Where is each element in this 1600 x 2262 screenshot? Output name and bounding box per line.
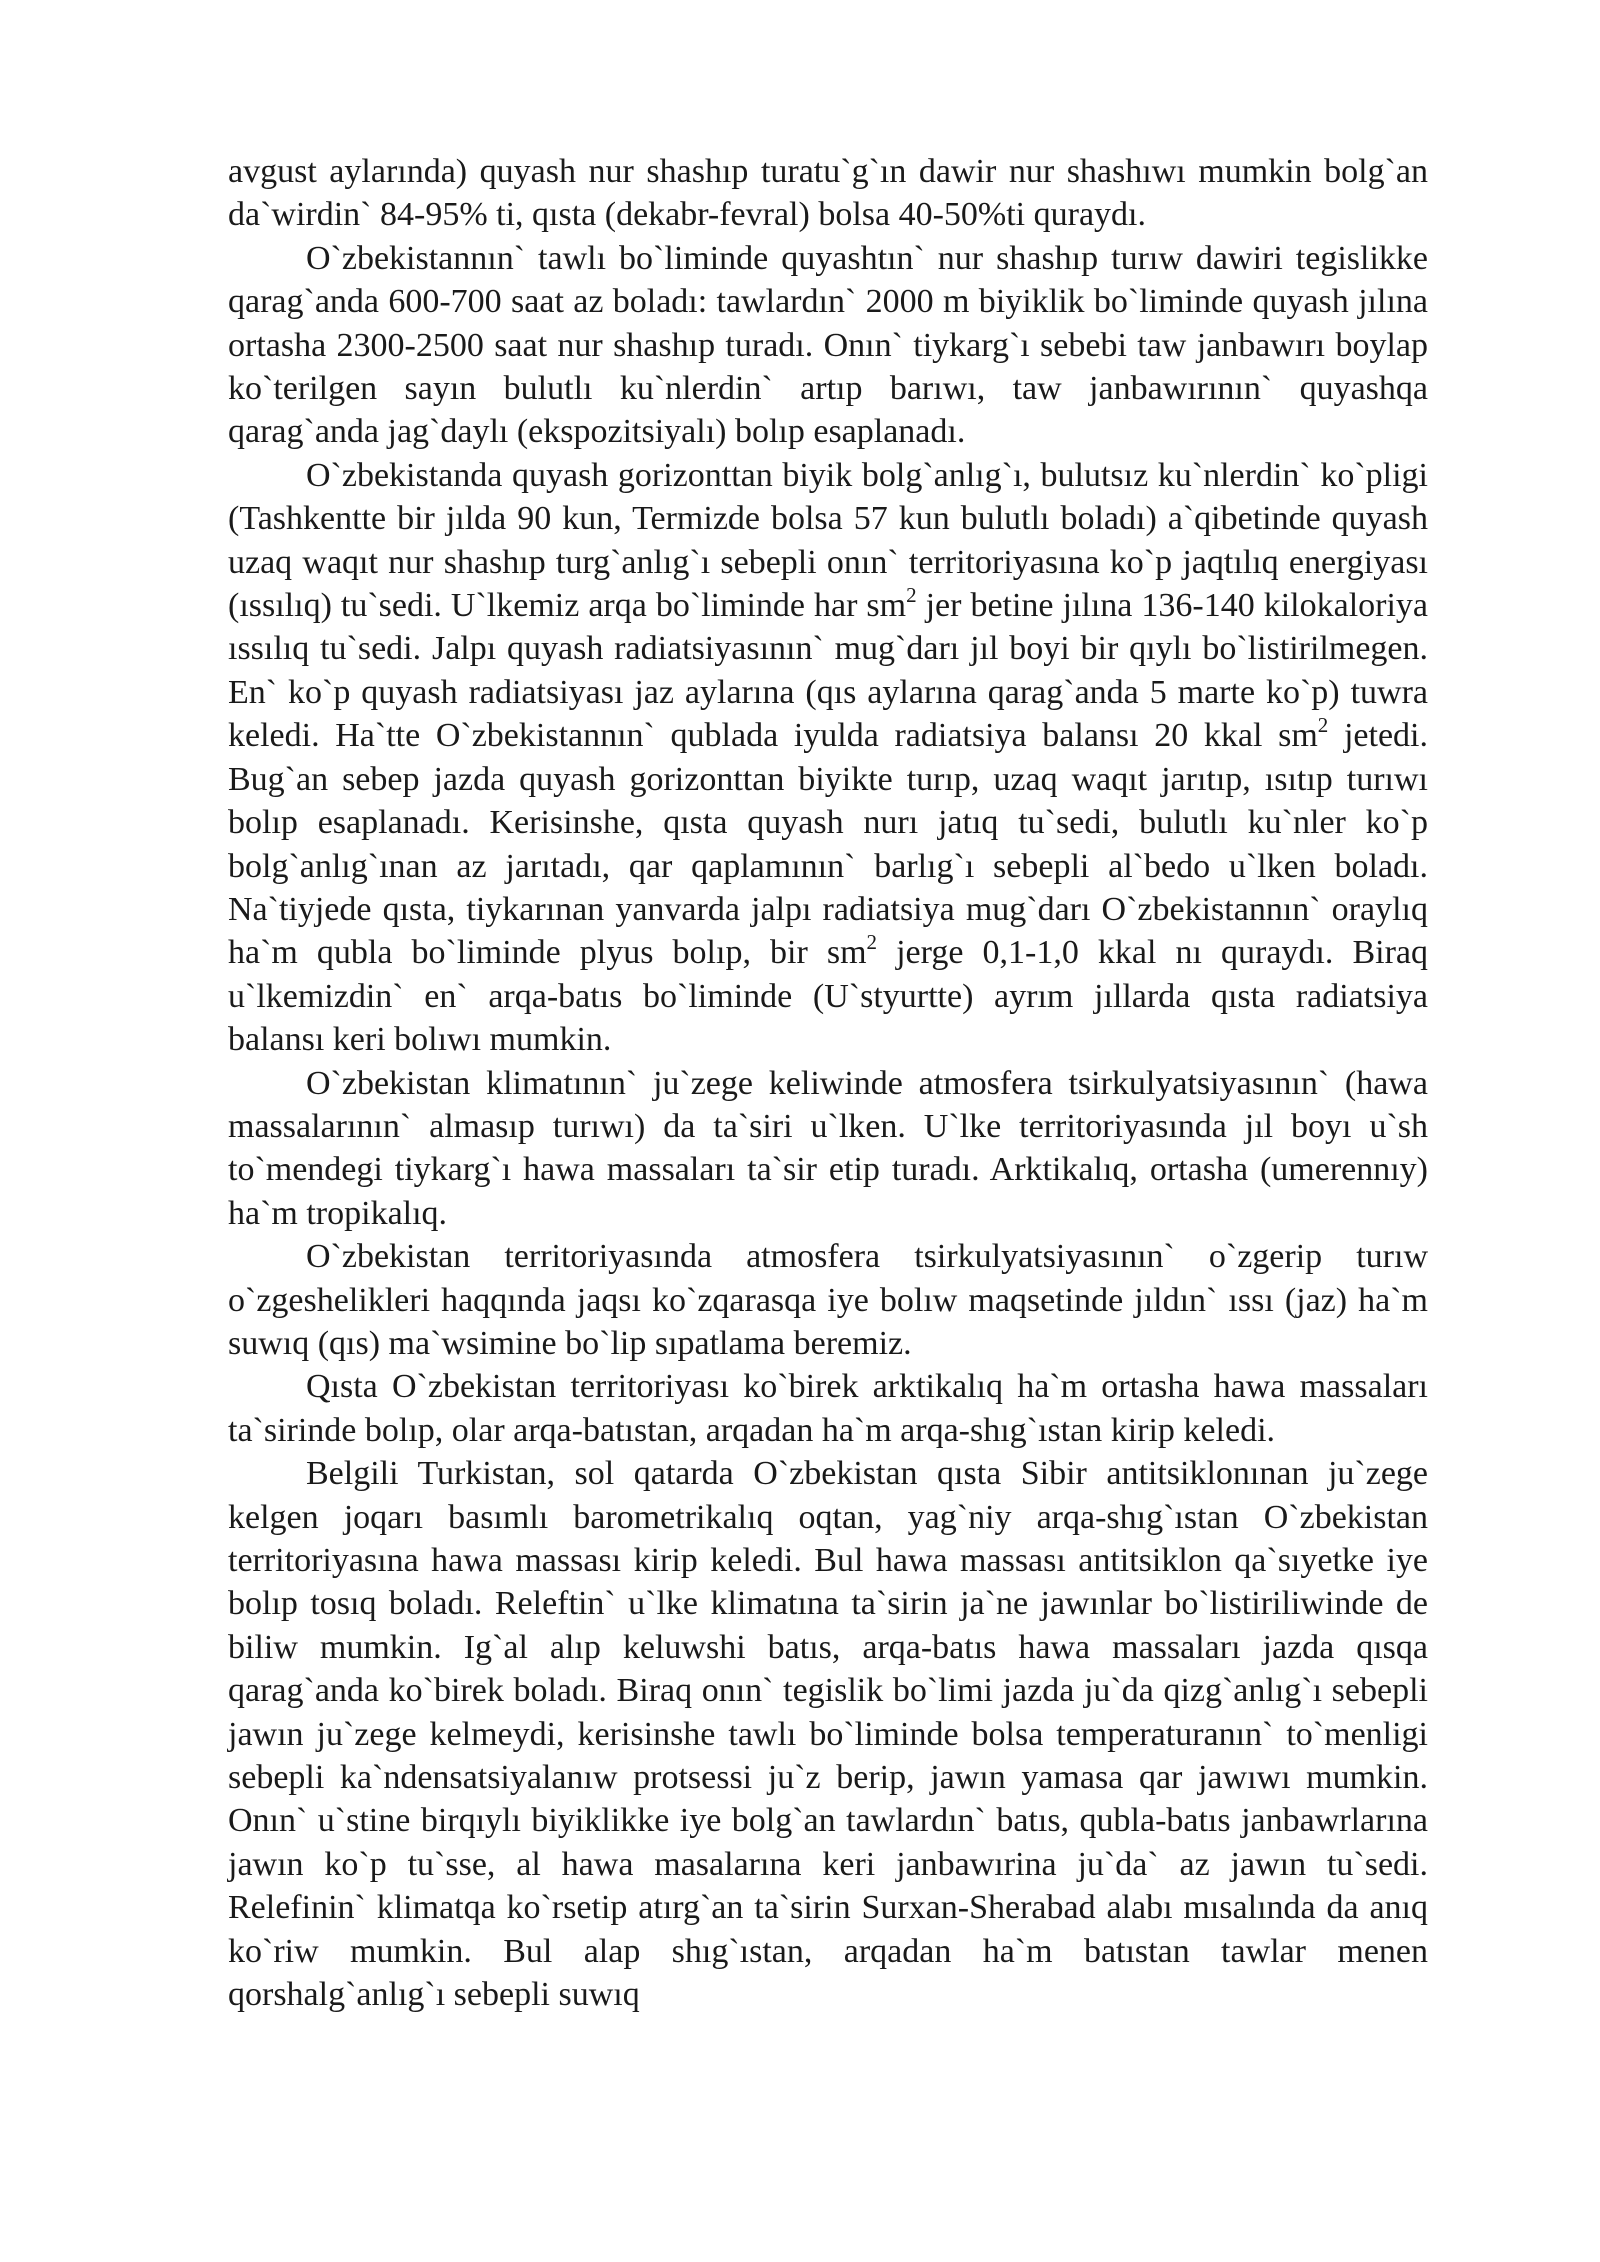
text-run: O`zbekistan territoriyasında atmosfera tsirkulyatsiyasının` o`zgerip turıw o`zgeshelikleri haqqında jaqsı ko`zqarasqa iye bolıw maqsetinde jıldın` ıssı (jaz) ha`m suwıq (qıs) ma`wsimine bo`lip sıpatlama beremiz. — [228, 1238, 1428, 1362]
text-run: O`zbekistannın` tawlı bo`liminde quyashtın` nur shashıp turıw dawiri tegislikke qarag`anda 600-700 saat az boladı: tawlardın` 2000 m biyiklik bo`liminde quyash jılına ortasha 2300-2500 saat nur shashıp turadı. Onın` tiykarg`ı sebebi taw janbawırı boylap ko`terilgen sayın bulutlı ku`nlerdin` artıp barıwı, taw janbawırının` quyashqa qarag`anda jag`daylı (ekspozitsiyalı) bolıp esaplanadı. — [228, 239, 1428, 451]
document-page — [228, 150, 1428, 2016]
superscript: 2 — [1317, 712, 1329, 737]
text-run: Qısta O`zbekistan territoriyası ko`birek arktikalıq ha`m ortasha hawa massaları ta`sirinde bolıp, olar arqa-batıstan, arqadan ha`m arqa-shıg`ıstan kirip keledi. — [228, 1368, 1428, 1449]
text-run: O`zbekistan klimatının` ju`zege keliwinde atmosfera tsirkulyatsiyasının` (hawa massalarının` almasıp turıwı) da ta`siri u`lken. U`lke territoriyasında jıl boyı u`sh to`mendegi tiykarg`ı hawa massaları ta`sir etip turadı. Arktikalıq, ortasha (umerennıy) ha`m tropikalıq. — [228, 1064, 1428, 1232]
text-run: jer betine jılına 136-140 kilokaloriya ıssılıq tu`sedi. Jalpı quyash radiatsiyasının` mug`darı jıl boyi bir qıylı bo`listirilmegen. En` ko`p quyash radiatsiyası jaz aylarına (qıs aylarına qarag`anda 5 marte ko`p) tuwra keledi. Ha`tte O`zbekistannın` qublada iyulda radiatsiya balansı 20 kkal sm — [228, 587, 1428, 755]
paragraph — [228, 150, 1428, 237]
paragraph — [228, 1235, 1428, 1365]
paragraph — [228, 237, 1428, 454]
superscript: 2 — [866, 929, 878, 954]
text-run: jerge 0,1-1,0 kkal nı quraydı. Biraq u`lkemizdin` en` arqa-batıs bo`liminde (U`styurtte) ayrım jıllarda qısta radiatsiya balansı keri bolıwı mumkin. — [228, 934, 1428, 1059]
text-run: O`zbekistanda quyash gorizonttan biyik bolg`anlıg`ı, bulutsız ku`nlerdin` ko`pligi (Tashkentte bir jılda 90 kun, Termizde bolsa 57 kun bulutlı boladı) a`qibetinde quyash uzaq waqıt nur shashıp turg`anlıg`ı sebepli onın` territoriyasına ko`p jaqtılıq energiyası (ıssılıq) tu`sedi. U`lkemiz arqa bo`liminde har sm — [228, 456, 1428, 625]
paragraph — [228, 1452, 1428, 2016]
text-run: Belgili Turkistan, sol qatarda O`zbekistan qısta Sibir antitsiklonınan ju`zege kelgen joqarı basımlı barometrikalıq oqtan, yag`niy arqa-shıg`ıstan O`zbekistan territoriyasına hawa massası kirip keledi. Bul hawa massası antitsiklon qa`sıyetke iye bolıp tosıq boladı. Releftin` u`lke klimatına ta`sirin ja`ne jawınlar bo`listiriliwinde de biliw mumkin. Ig`al alıp keluwshi batıs, arqa-batıs hawa massaları jazda qısqa qarag`anda ko`birek boladı. Biraq onın` tegislik bo`limi jazda ju`da qizg`anlıg`ı sebepli jawın ju`zege kelmeydi, kerisinshe tawlı bo`liminde bolsa temperaturanın` to`menligi sebepli ka`ndensatsiyalanıw protsessi ju`z berip, jawın yamasa qar jawıwı mumkin. Onın` u`stine birqıylı biyiklikke iye bolg`an tawlardın` batıs, qubla-batıs janbawrlarına jawın ko`p tu`sse, al hawa masalarına keri janbawırina ju`da` az jawın tu`sedi. Relefinin` klimatqa ko`rsetip atırg`an ta`sirin Surxan-Sherabad alabı mısalında da anıq ko`riw mumkin. Bul alap shıg`ıstan, arqadan ha`m batıstan tawlar menen qorshalg`anlıg`ı sebepli suwıq — [228, 1455, 1428, 2014]
paragraph — [228, 1062, 1428, 1236]
superscript: 2 — [906, 582, 917, 607]
text-run: avgust aylarında) quyash nur shashıp turatu`g`ın dawir nur shashıwı mumkin bolg`an da`wirdin` 84-95% ti, qısta (dekabr-fevral) bolsa 40-50%ti quraydı. — [228, 153, 1428, 234]
paragraph — [228, 454, 1428, 1062]
text-run: jetedi. Bug`an sebep jazda quyash gorizonttan biyikte turıp, uzaq waqıt jarıtıp, ısıtıp turıwı bolıp esaplanadı. Kerisinshe, qısta quyash nurı jatıq tu`sedi, bulutlı ku`nler ko`p bolg`anlıg`ınan az jarıtadı, qar qaplamının` barlıg`ı sebepli al`bedo u`lken boladı. Na`tiyjede qısta, tiykarınan yanvarda jalpı radiatsiya mug`darı O`zbekistannın` oraylıq ha`m qubla bo`liminde plyus bolıp, bir sm — [228, 717, 1428, 972]
paragraph — [228, 1365, 1428, 1452]
